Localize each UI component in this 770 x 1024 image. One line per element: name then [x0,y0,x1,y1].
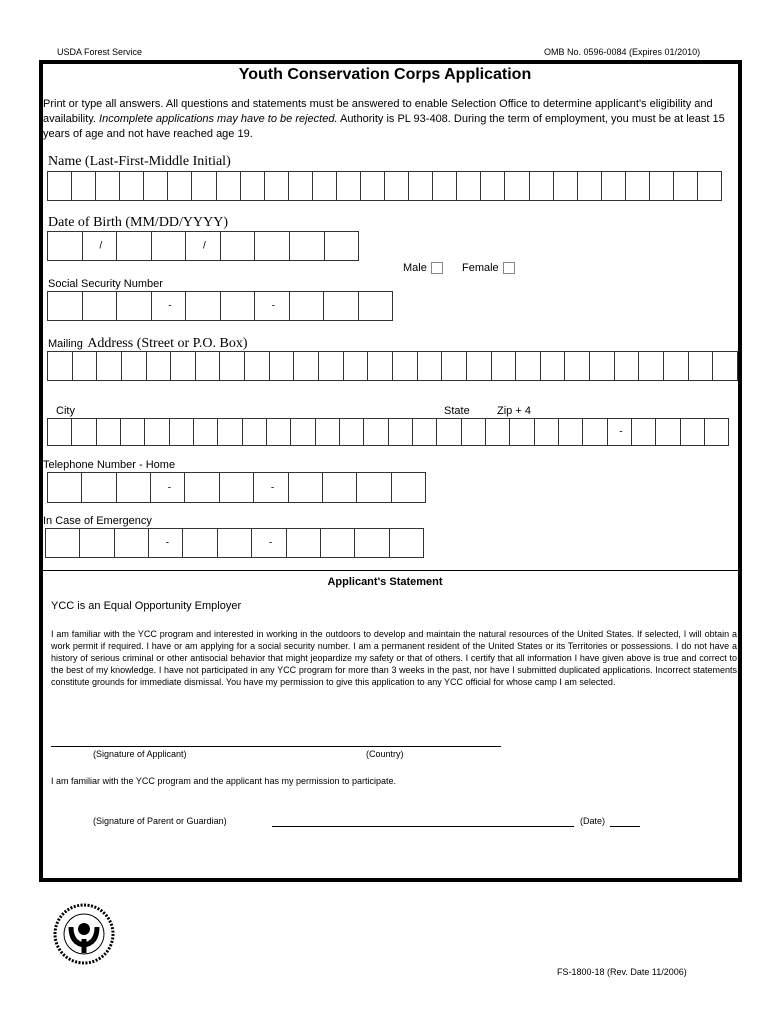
ycc-seal-logo [53,903,115,965]
ssn-cell[interactable] [324,292,359,320]
address-cell[interactable] [615,352,640,380]
address-cell[interactable] [220,352,245,380]
city-state-zip-cell[interactable] [462,419,486,445]
dob-cell[interactable] [221,232,256,260]
state-label: State [444,405,470,417]
name-cell[interactable] [433,172,457,200]
ssn-cell[interactable] [48,292,83,320]
city-state-zip-cell[interactable] [437,419,461,445]
ssn-dash: - [168,300,172,312]
zip-dash: - [619,426,623,438]
address-cell[interactable] [97,352,122,380]
omb-number: OMB No. 0596-0084 (Expires 01/2010) [544,47,701,57]
city-state-zip-cell[interactable] [291,419,315,445]
city-state-zip-boxes[interactable] [47,418,729,446]
zip-label: Zip + 4 [497,405,531,417]
male-label: Male [403,262,427,274]
instructions-authority: Authority is PL 93-408. During the term of employment, you must be at least 15 years of age and not have reached age 19. [43,113,725,140]
address-cell[interactable] [689,352,714,380]
ssn-cell[interactable] [221,292,256,320]
form-number: FS-1800-18 (Rev. Date 11/2006) [557,967,687,977]
phone-cell[interactable] [151,473,185,502]
ssn-cell[interactable] [290,292,325,320]
male-option [403,262,443,274]
dob-cell[interactable] [83,232,118,260]
ssn-cell[interactable] [83,292,118,320]
male-checkbox[interactable] [431,262,443,274]
mailing-address-boxes[interactable] [47,351,738,381]
phone-cell[interactable] [82,473,116,502]
city-state-zip-cell[interactable] [389,419,413,445]
city-state-zip-cell[interactable] [608,419,632,445]
dob-cell[interactable] [186,232,221,260]
emergency-cell[interactable] [115,529,149,557]
address-cell[interactable] [344,352,369,380]
emergency-cell[interactable] [183,529,217,557]
phone-cell[interactable] [117,473,151,502]
city-state-zip-cell[interactable] [583,419,607,445]
applicant-signature-label: (Signature of Applicant) [93,749,187,759]
ssn-cell[interactable] [186,292,221,320]
city-state-zip-cell[interactable] [364,419,388,445]
emergency-cell[interactable] [287,529,321,557]
dob-cell[interactable] [152,232,187,260]
name-cell[interactable] [72,172,96,200]
address-cell[interactable] [122,352,147,380]
phone-dash: - [270,482,275,493]
address-cell[interactable] [418,352,443,380]
form-title: Youth Conservation Corps Application [238,66,532,83]
emergency-cell[interactable] [390,529,423,557]
agency-name: USDA Forest Service [57,47,143,57]
section-divider [42,570,739,571]
phone-cell[interactable] [392,473,425,502]
city-state-zip-cell[interactable] [559,419,583,445]
name-cell[interactable] [602,172,626,200]
emergency-cell[interactable] [149,529,183,557]
address-cell[interactable] [48,352,73,380]
address-cell[interactable] [590,352,615,380]
emergency-cell[interactable] [355,529,389,557]
female-checkbox[interactable] [503,262,515,274]
city-state-zip-cell[interactable] [340,419,364,445]
parent-statement: I am familiar with the YCC program and the applicant has my permission to participate. [51,776,396,786]
address-cell[interactable] [442,352,467,380]
name-cell[interactable] [409,172,433,200]
name-cell[interactable] [217,172,241,200]
parent-signature-label: (Signature of Parent or Guardian) [93,816,227,826]
city-state-zip-cell[interactable] [705,419,728,445]
dob-separator: / [203,240,206,252]
name-cell[interactable] [698,172,721,200]
name-cell[interactable] [578,172,602,200]
ssn-label: Social Security Number [48,278,163,290]
name-cell[interactable] [361,172,385,200]
dob-label: Date of Birth (MM/DD/YYYY) [48,215,229,230]
phone-cell[interactable] [289,473,323,502]
dob-boxes[interactable] [47,231,359,261]
name-cell[interactable] [505,172,529,200]
phone-cell[interactable] [323,473,357,502]
city-state-zip-cell[interactable] [145,419,169,445]
name-cell[interactable] [457,172,481,200]
mailing-address-label [48,334,248,352]
name-cell[interactable] [192,172,216,200]
address-cell[interactable] [516,352,541,380]
name-cell[interactable] [144,172,168,200]
address-cell[interactable] [492,352,517,380]
name-cell[interactable] [530,172,554,200]
address-cell[interactable] [368,352,393,380]
emergency-dash: - [165,537,170,549]
ssn-cell[interactable] [255,292,290,320]
city-state-zip-cell[interactable] [267,419,291,445]
ssn-cell[interactable] [359,292,393,320]
address-cell[interactable] [393,352,418,380]
city-state-zip-cell[interactable] [486,419,510,445]
phone-cell[interactable] [185,473,219,502]
emergency-dash: - [268,537,273,549]
phone-cell[interactable] [254,473,288,502]
date-label: (Date) [580,816,606,826]
phone-cell[interactable] [220,473,254,502]
ssn-dash: - [271,300,276,312]
address-cell[interactable] [541,352,566,380]
name-cell[interactable] [241,172,265,200]
dob-cell[interactable] [117,232,152,260]
city-state-zip-cell[interactable] [681,419,705,445]
emergency-cell[interactable] [46,529,80,557]
emergency-label: In Case of Emergency [43,515,152,527]
address-cell[interactable] [319,352,344,380]
phone-cell[interactable] [357,473,391,502]
dob-cell[interactable] [255,232,290,260]
address-cell[interactable] [294,352,319,380]
city-state-zip-cell[interactable] [121,419,145,445]
instructions [43,97,739,142]
phone-boxes[interactable] [47,472,426,503]
statement-heading: Applicant's Statement [327,576,443,588]
city-state-zip-cell[interactable] [316,419,340,445]
emergency-cell[interactable] [321,529,355,557]
dob-separator: / [99,240,103,252]
address-cell[interactable] [73,352,98,380]
address-cell[interactable] [171,352,196,380]
name-cell[interactable] [385,172,409,200]
name-cell[interactable] [626,172,650,200]
dob-cell[interactable] [48,232,83,260]
female-option [462,262,515,274]
name-cell[interactable] [674,172,698,200]
city-label: City [56,405,75,417]
applicant-signature-line[interactable] [51,746,501,747]
emergency-cell[interactable] [80,529,114,557]
address-cell[interactable] [467,352,492,380]
city-state-zip-cell[interactable] [535,419,559,445]
phone-label: Telephone Number - Home [43,459,176,471]
country-label: (Country) [366,749,404,759]
mailing-suffix: Address (Street or P.O. Box) [87,336,248,351]
city-state-zip-cell[interactable] [48,419,72,445]
city-state-zip-cell[interactable] [72,419,96,445]
address-cell[interactable] [565,352,590,380]
name-cell[interactable] [48,172,72,200]
address-cell[interactable] [713,352,737,380]
parent-signature-line[interactable] [272,826,574,827]
name-cell[interactable] [554,172,578,200]
address-cell[interactable] [196,352,221,380]
address-cell[interactable] [639,352,664,380]
address-cell[interactable] [245,352,270,380]
applicant-statement: I am familiar with the YCC program and interested in working in the outdoors to develop and maintain the natural resources of the United States. If selected, I will obtain a work permit if required. I have or am applying for a social security number. I am a permanent resident of the United States or its Territories or possessions. I do not have a history of serious criminal or other antisocial behavior that might jeopardize my safety or that of others. I certify that all information I have given above is true and correct to the best of my knowledge. I have not participated in any YCC program for more than 3 weeks in the past, nor have I submitted duplicated applications. Incorrect statements constitute grounds for immediate dismissal. You have my permission to give this application to any YCC official for whose camp I am selected. [51,629,737,687]
name-label: Name (Last-First-Middle Initial) [48,154,231,169]
dob-cell[interactable] [290,232,325,260]
address-cell[interactable] [664,352,689,380]
date-line[interactable] [610,826,640,827]
name-cell[interactable] [120,172,144,200]
city-state-zip-cell[interactable] [413,419,437,445]
mailing-prefix: Mailing [48,338,83,350]
name-cell[interactable] [337,172,361,200]
city-state-zip-cell[interactable] [194,419,218,445]
name-cell[interactable] [96,172,120,200]
city-state-zip-cell[interactable] [170,419,194,445]
ssn-cell[interactable] [152,292,187,320]
address-cell[interactable] [147,352,172,380]
instructions-text: Print or type all answers. All questions and statements must be answered to enable Selection Office to determine applicant's eligibility and availability. [43,98,713,125]
address-cell[interactable] [270,352,295,380]
name-cell[interactable] [289,172,313,200]
city-state-zip-cell[interactable] [97,419,121,445]
instructions-warning: Incomplete applications may have to be rejected. [99,113,338,125]
emergency-cell[interactable] [218,529,252,557]
city-state-zip-cell[interactable] [243,419,267,445]
ssn-boxes[interactable] [47,291,393,321]
name-cell[interactable] [481,172,505,200]
city-state-zip-cell[interactable] [510,419,534,445]
city-state-zip-cell[interactable] [632,419,656,445]
city-state-zip-cell[interactable] [656,419,680,445]
ssn-cell[interactable] [117,292,152,320]
phone-dash: - [167,482,172,493]
female-label: Female [462,262,499,274]
name-cell[interactable] [265,172,289,200]
city-state-zip-cell[interactable] [218,419,242,445]
name-cell[interactable] [650,172,674,200]
dob-cell[interactable] [325,232,359,260]
eoe-statement: YCC is an Equal Opportunity Employer [51,600,242,612]
emergency-cell[interactable] [252,529,286,557]
name-cell[interactable] [168,172,192,200]
name-cell[interactable] [313,172,337,200]
name-boxes[interactable] [47,171,722,201]
emergency-boxes[interactable] [45,528,424,558]
phone-cell[interactable] [48,473,82,502]
